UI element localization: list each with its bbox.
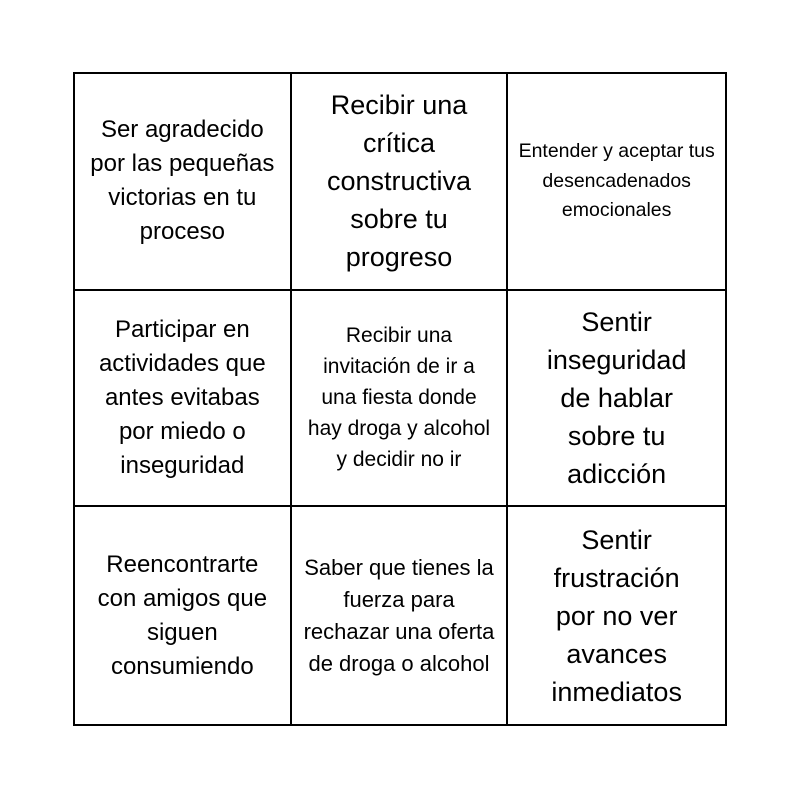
- bingo-cell-text: Sentir inseguridad de hablar sobre tu adicción: [546, 306, 687, 489]
- bingo-cell-9[interactable]: [508, 507, 725, 724]
- bingo-cell-7[interactable]: [75, 507, 292, 724]
- bingo-board: [73, 72, 727, 726]
- bingo-cell-1[interactable]: [75, 74, 292, 291]
- bingo-cell-8[interactable]: [292, 507, 509, 724]
- bingo-cell-3[interactable]: [508, 74, 725, 291]
- bingo-cell-text: Participar en actividades que antes evitabas por miedo o inseguridad: [98, 315, 266, 479]
- bingo-cell-text: Ser agradecido por las pequeñas victorias en tu proceso: [90, 116, 275, 246]
- bingo-cell-text: Reencontrarte con amigos que siguen consumiendo: [97, 550, 268, 680]
- bingo-cell-text: Entender y aceptar tus desencadenados emocionales: [518, 140, 715, 222]
- bingo-cell-text: Recibir una invitación de ir a una fiesta donde hay droga y alcohol y decidir no ir: [307, 324, 491, 472]
- bingo-cell-text: Recibir una crítica constructiva sobre tu progreso: [326, 90, 472, 273]
- bingo-cell-5[interactable]: [292, 291, 509, 508]
- bingo-cell-text: Saber que tienes la fuerza para rechazar una oferta de droga o alcohol: [303, 554, 495, 676]
- bingo-cell-6[interactable]: [508, 291, 725, 508]
- bingo-cell-2[interactable]: [292, 74, 509, 291]
- bingo-cell-4[interactable]: [75, 291, 292, 508]
- bingo-cell-text: Sentir frustración por no ver avances inmediatos: [551, 524, 682, 707]
